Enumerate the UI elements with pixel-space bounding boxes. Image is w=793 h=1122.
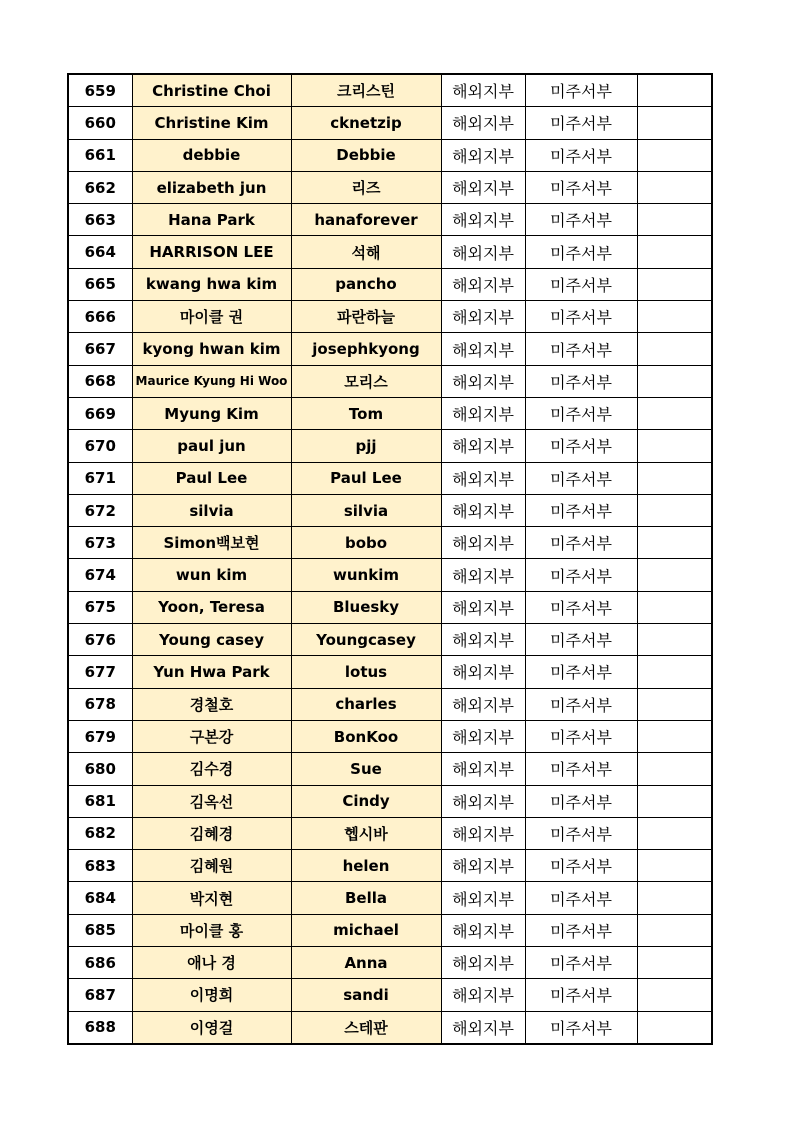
member-branch-cell: 미주서부 [525, 204, 637, 236]
member-region-cell: 해외지부 [441, 107, 525, 139]
member-branch-cell: 미주서부 [525, 268, 637, 300]
member-branch-cell: 미주서부 [525, 882, 637, 914]
empty-cell [637, 624, 712, 656]
member-branch-cell: 미주서부 [525, 591, 637, 623]
table-row [68, 1011, 712, 1044]
member-name-cell: 애나 경 [132, 947, 291, 979]
member-name-cell: paul jun [132, 430, 291, 462]
member-nickname-cell: charles [291, 688, 441, 720]
member-branch-cell: 미주서부 [525, 1011, 637, 1044]
member-branch-cell: 미주서부 [525, 914, 637, 946]
member-nickname-cell: BonKoo [291, 720, 441, 752]
empty-cell [637, 171, 712, 203]
member-nickname-cell: 파란하늘 [291, 301, 441, 333]
member-number-cell: 663 [68, 204, 132, 236]
empty-cell [637, 236, 712, 268]
member-name-cell: Young casey [132, 624, 291, 656]
empty-cell [637, 204, 712, 236]
member-number-cell: 686 [68, 947, 132, 979]
empty-cell [637, 753, 712, 785]
member-name-cell: 구본강 [132, 720, 291, 752]
table-row [68, 139, 712, 171]
member-region-cell: 해외지부 [441, 494, 525, 526]
member-number-cell: 670 [68, 430, 132, 462]
member-nickname-cell: helen [291, 850, 441, 882]
empty-cell [637, 882, 712, 914]
empty-cell [637, 333, 712, 365]
member-region-cell: 해외지부 [441, 527, 525, 559]
member-region-cell: 해외지부 [441, 333, 525, 365]
empty-cell [637, 397, 712, 429]
member-nickname-cell: 모리스 [291, 365, 441, 397]
member-region-cell: 해외지부 [441, 139, 525, 171]
member-name-cell: 마이클 권 [132, 301, 291, 333]
table-row [68, 430, 712, 462]
table-row [68, 365, 712, 397]
member-name-cell: kyong hwan kim [132, 333, 291, 365]
empty-cell [637, 947, 712, 979]
member-number-cell: 673 [68, 527, 132, 559]
table-row [68, 850, 712, 882]
table-row [68, 204, 712, 236]
table-row [68, 817, 712, 849]
member-branch-cell: 미주서부 [525, 624, 637, 656]
member-region-cell: 해외지부 [441, 817, 525, 849]
member-region-cell: 해외지부 [441, 591, 525, 623]
member-nickname-cell: 스테판 [291, 1011, 441, 1044]
member-branch-cell: 미주서부 [525, 430, 637, 462]
member-name-cell: Yun Hwa Park [132, 656, 291, 688]
member-region-cell: 해외지부 [441, 753, 525, 785]
member-nickname-cell: Sue [291, 753, 441, 785]
member-branch-cell: 미주서부 [525, 74, 637, 107]
member-region-cell: 해외지부 [441, 785, 525, 817]
member-name-cell: 김혜경 [132, 817, 291, 849]
empty-cell [637, 74, 712, 107]
member-number-cell: 675 [68, 591, 132, 623]
table-row [68, 527, 712, 559]
member-number-cell: 660 [68, 107, 132, 139]
table-row [68, 624, 712, 656]
member-branch-cell: 미주서부 [525, 494, 637, 526]
member-region-cell: 해외지부 [441, 365, 525, 397]
member-name-cell: 박지현 [132, 882, 291, 914]
member-name-cell: wun kim [132, 559, 291, 591]
member-nickname-cell: michael [291, 914, 441, 946]
member-branch-cell: 미주서부 [525, 559, 637, 591]
table-row [68, 236, 712, 268]
member-nickname-cell: Bella [291, 882, 441, 914]
member-branch-cell: 미주서부 [525, 979, 637, 1011]
table-row [68, 74, 712, 107]
member-name-cell: 이명희 [132, 979, 291, 1011]
member-branch-cell: 미주서부 [525, 850, 637, 882]
member-nickname-cell: 크리스틴 [291, 74, 441, 107]
empty-cell [637, 462, 712, 494]
table-row [68, 171, 712, 203]
member-name-cell: Myung Kim [132, 397, 291, 429]
member-number-cell: 688 [68, 1011, 132, 1044]
member-nickname-cell: Tom [291, 397, 441, 429]
member-region-cell: 해외지부 [441, 850, 525, 882]
table-row [68, 785, 712, 817]
member-name-cell: debbie [132, 139, 291, 171]
member-branch-cell: 미주서부 [525, 301, 637, 333]
member-region-cell: 해외지부 [441, 397, 525, 429]
empty-cell [637, 268, 712, 300]
table-row [68, 688, 712, 720]
member-region-cell: 해외지부 [441, 236, 525, 268]
member-name-cell: Simon백보현 [132, 527, 291, 559]
member-name-cell: Maurice Kyung Hi Woo [132, 365, 291, 397]
member-name-cell: 마이클 홍 [132, 914, 291, 946]
member-branch-cell: 미주서부 [525, 462, 637, 494]
member-name-cell: Paul Lee [132, 462, 291, 494]
member-nickname-cell: josephkyong [291, 333, 441, 365]
member-number-cell: 671 [68, 462, 132, 494]
member-number-cell: 667 [68, 333, 132, 365]
member-number-cell: 678 [68, 688, 132, 720]
member-number-cell: 668 [68, 365, 132, 397]
empty-cell [637, 656, 712, 688]
table-row [68, 979, 712, 1011]
empty-cell [637, 494, 712, 526]
member-name-cell: 경철호 [132, 688, 291, 720]
member-region-cell: 해외지부 [441, 1011, 525, 1044]
member-name-cell: HARRISON LEE [132, 236, 291, 268]
member-region-cell: 해외지부 [441, 882, 525, 914]
table-row [68, 559, 712, 591]
member-region-cell: 해외지부 [441, 947, 525, 979]
member-number-cell: 665 [68, 268, 132, 300]
empty-cell [637, 914, 712, 946]
member-branch-cell: 미주서부 [525, 171, 637, 203]
member-number-cell: 662 [68, 171, 132, 203]
member-region-cell: 해외지부 [441, 268, 525, 300]
member-nickname-cell: pancho [291, 268, 441, 300]
table-row [68, 591, 712, 623]
member-region-cell: 해외지부 [441, 171, 525, 203]
member-region-cell: 해외지부 [441, 559, 525, 591]
empty-cell [637, 817, 712, 849]
empty-cell [637, 850, 712, 882]
empty-cell [637, 107, 712, 139]
empty-cell [637, 301, 712, 333]
member-name-cell: Christine Choi [132, 74, 291, 107]
member-branch-cell: 미주서부 [525, 527, 637, 559]
member-branch-cell: 미주서부 [525, 656, 637, 688]
table-row [68, 462, 712, 494]
member-region-cell: 해외지부 [441, 462, 525, 494]
member-region-cell: 해외지부 [441, 720, 525, 752]
member-branch-cell: 미주서부 [525, 720, 637, 752]
table-row [68, 333, 712, 365]
member-branch-cell: 미주서부 [525, 139, 637, 171]
member-branch-cell: 미주서부 [525, 688, 637, 720]
member-number-cell: 664 [68, 236, 132, 268]
member-name-cell: 김수경 [132, 753, 291, 785]
member-nickname-cell: 헵시바 [291, 817, 441, 849]
empty-cell [637, 365, 712, 397]
member-name-cell: Yoon, Teresa [132, 591, 291, 623]
empty-cell [637, 688, 712, 720]
table-row [68, 947, 712, 979]
member-name-cell: 이영걸 [132, 1011, 291, 1044]
table-row [68, 882, 712, 914]
member-nickname-cell: Paul Lee [291, 462, 441, 494]
member-nickname-cell: Youngcasey [291, 624, 441, 656]
empty-cell [637, 979, 712, 1011]
empty-cell [637, 591, 712, 623]
member-region-cell: 해외지부 [441, 74, 525, 107]
empty-cell [637, 559, 712, 591]
member-number-cell: 681 [68, 785, 132, 817]
member-branch-cell: 미주서부 [525, 365, 637, 397]
member-region-cell: 해외지부 [441, 656, 525, 688]
member-nickname-cell: sandi [291, 979, 441, 1011]
member-name-cell: 김옥선 [132, 785, 291, 817]
member-branch-cell: 미주서부 [525, 817, 637, 849]
member-branch-cell: 미주서부 [525, 947, 637, 979]
member-number-cell: 676 [68, 624, 132, 656]
member-region-cell: 해외지부 [441, 624, 525, 656]
member-nickname-cell: Cindy [291, 785, 441, 817]
member-region-cell: 해외지부 [441, 688, 525, 720]
member-nickname-cell: cknetzip [291, 107, 441, 139]
member-number-cell: 687 [68, 979, 132, 1011]
member-branch-cell: 미주서부 [525, 397, 637, 429]
member-branch-cell: 미주서부 [525, 785, 637, 817]
table-row [68, 397, 712, 429]
member-name-cell: elizabeth jun [132, 171, 291, 203]
member-region-cell: 해외지부 [441, 979, 525, 1011]
member-branch-cell: 미주서부 [525, 236, 637, 268]
member-name-cell: Hana Park [132, 204, 291, 236]
member-nickname-cell: lotus [291, 656, 441, 688]
member-number-cell: 679 [68, 720, 132, 752]
member-nickname-cell: 리즈 [291, 171, 441, 203]
member-number-cell: 677 [68, 656, 132, 688]
member-number-cell: 672 [68, 494, 132, 526]
table-row [68, 107, 712, 139]
member-region-cell: 해외지부 [441, 430, 525, 462]
member-number-cell: 682 [68, 817, 132, 849]
table-row [68, 494, 712, 526]
member-number-cell: 669 [68, 397, 132, 429]
empty-cell [637, 785, 712, 817]
empty-cell [637, 1011, 712, 1044]
table-row [68, 656, 712, 688]
member-number-cell: 674 [68, 559, 132, 591]
member-region-cell: 해외지부 [441, 301, 525, 333]
member-region-cell: 해외지부 [441, 914, 525, 946]
member-branch-cell: 미주서부 [525, 753, 637, 785]
member-roster-table [67, 73, 713, 1045]
member-name-cell: Christine Kim [132, 107, 291, 139]
member-number-cell: 659 [68, 74, 132, 107]
member-nickname-cell: bobo [291, 527, 441, 559]
member-nickname-cell: silvia [291, 494, 441, 526]
member-nickname-cell: hanaforever [291, 204, 441, 236]
member-number-cell: 683 [68, 850, 132, 882]
table-row [68, 914, 712, 946]
table-row [68, 301, 712, 333]
member-number-cell: 666 [68, 301, 132, 333]
member-nickname-cell: Bluesky [291, 591, 441, 623]
table-row [68, 753, 712, 785]
member-number-cell: 680 [68, 753, 132, 785]
empty-cell [637, 139, 712, 171]
member-nickname-cell: pjj [291, 430, 441, 462]
empty-cell [637, 720, 712, 752]
roster-body [68, 74, 712, 1044]
empty-cell [637, 527, 712, 559]
member-number-cell: 661 [68, 139, 132, 171]
empty-cell [637, 430, 712, 462]
member-number-cell: 685 [68, 914, 132, 946]
member-nickname-cell: Debbie [291, 139, 441, 171]
member-branch-cell: 미주서부 [525, 333, 637, 365]
member-name-cell: kwang hwa kim [132, 268, 291, 300]
member-nickname-cell: Anna [291, 947, 441, 979]
member-nickname-cell: 석해 [291, 236, 441, 268]
member-name-cell: 김혜원 [132, 850, 291, 882]
member-number-cell: 684 [68, 882, 132, 914]
member-branch-cell: 미주서부 [525, 107, 637, 139]
table-row [68, 268, 712, 300]
member-region-cell: 해외지부 [441, 204, 525, 236]
member-name-cell: silvia [132, 494, 291, 526]
member-nickname-cell: wunkim [291, 559, 441, 591]
table-row [68, 720, 712, 752]
